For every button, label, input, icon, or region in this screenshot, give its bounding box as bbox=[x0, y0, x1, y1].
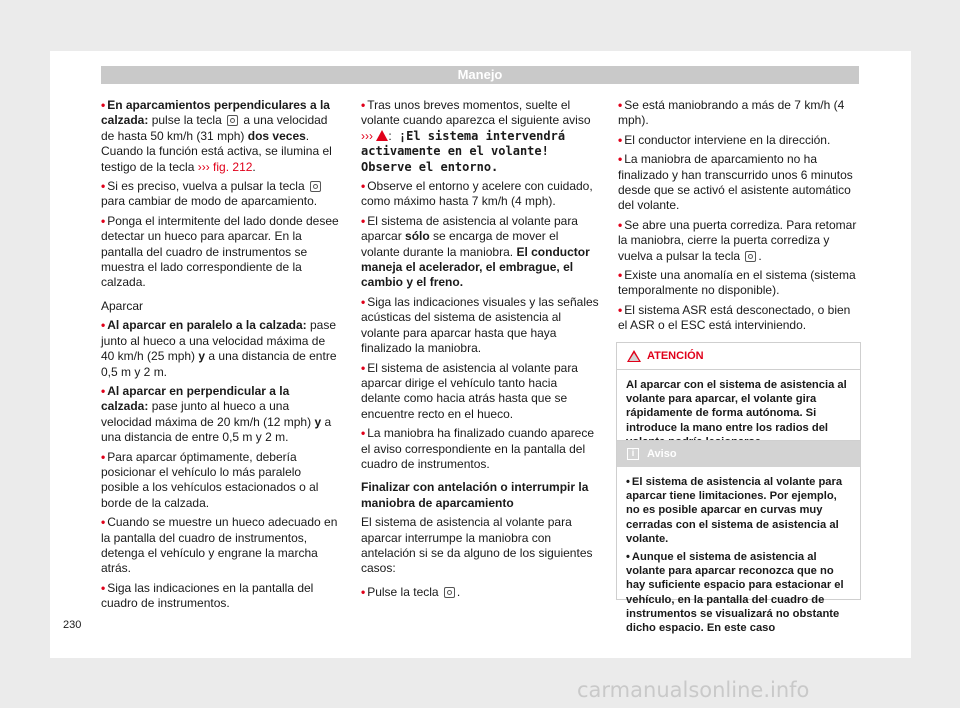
column-2 bbox=[361, 98, 599, 604]
notice-box bbox=[616, 440, 861, 635]
list-item: • Ponga el intermitente del lado donde desee detectar un hueco para aparcar. En la pantalla del cuadro de instrumentos se muestra el lado correspondiente de la calzada. bbox=[101, 213, 339, 290]
list-item: • Observe el entorno y acelere con cuidado, como máximo hasta 7 km/h (4 mph). bbox=[361, 179, 593, 209]
list-item: • Aunque el sistema de asistencia al volante para aparcar reconozca que no hay suficiente espacio para estacionar el vehículo, en la pantalla del cuadro de instrumentos se visualizará no obstante dicho espacio. En este caso bbox=[626, 551, 844, 635]
figure-link[interactable]: ››› fig. 212 bbox=[197, 159, 253, 174]
bullet-icon: • bbox=[101, 449, 106, 464]
display-message: ¡El sistema intervendrá activamente en el volante! Observe el entorno. bbox=[361, 128, 566, 174]
list-item: • Existe una anomalía en el sistema (sistema temporalmente no disponible). bbox=[618, 268, 856, 298]
bullet-icon: • bbox=[361, 213, 366, 228]
bullet-icon: • bbox=[618, 302, 623, 317]
notice-box-header: i Aviso bbox=[617, 441, 860, 467]
parking-assist-key-icon bbox=[310, 181, 321, 192]
reference-arrow: ››› bbox=[361, 128, 373, 143]
section-heading: Aparcar bbox=[101, 298, 144, 313]
list-item: • Siga las indicaciones visuales y las señales acústicas del sistema de asistencia al volante para aparcar hasta que haya finalizado la maniobra. bbox=[361, 294, 599, 356]
bullet-icon: • bbox=[618, 152, 623, 167]
warning-box-header: ATENCIÓN bbox=[617, 343, 860, 370]
bullet-icon: • bbox=[361, 584, 366, 599]
list-item: • El sistema de asistencia al volante para aparcar sólo se encarga de mover el volante durante la maniobra. El conductor maneja el acelerador, el embrague, el cambio y el freno. bbox=[361, 213, 590, 290]
list-item: • Se está maniobrando a más de 7 km/h (4 mph). bbox=[618, 98, 845, 128]
list-item: • El sistema de asistencia al volante para aparcar tiene limitaciones. Por ejemplo, no es posible aparcar en curvas muy cerradas con el sistema de asistencia al volante. bbox=[626, 476, 843, 545]
bullet-icon: • bbox=[101, 98, 106, 112]
list-item: • Tras unos breves momentos, suelte el volante cuando aparezca el siguiente aviso ››› : ¡El sistema intervendrá activamente en el volante! Observe el entorno. bbox=[361, 98, 591, 174]
bullet-icon: • bbox=[626, 476, 630, 488]
warning-triangle-icon bbox=[627, 350, 641, 362]
page-number: 230 bbox=[63, 619, 82, 631]
list-item: • El sistema de asistencia al volante para aparcar dirige el vehículo tanto hacia delante como hacia atrás hasta que se encuentre recto en el hueco. bbox=[361, 360, 578, 421]
bullet-icon: • bbox=[101, 213, 106, 228]
bullet-icon: • bbox=[618, 132, 623, 147]
parking-assist-key-icon bbox=[745, 251, 756, 262]
column-1 bbox=[101, 98, 339, 616]
list-item: • Se abre una puerta corrediza. Para retomar la maniobra, cierre la puerta corrediza y vuelva a pulsar la tecla . bbox=[618, 217, 857, 263]
parking-assist-key-icon bbox=[227, 115, 238, 126]
list-item: • Siga las indicaciones en la pantalla del cuadro de instrumentos. bbox=[101, 580, 314, 611]
bullet-icon: • bbox=[101, 515, 106, 530]
list-item: • Al aparcar en paralelo a la calzada: pase junto al hueco a una velocidad máxima de 40 km/h (25 mph) y a una distancia de entre 0,5 m y 2 m. bbox=[101, 318, 337, 379]
section-heading: Finalizar con antelación o interrumpir la maniobra de aparcamiento bbox=[361, 480, 589, 510]
paragraph: El sistema de asistencia al volante para aparcar interrumpe la maniobra con antelación si se da alguno de los siguientes casos: bbox=[361, 515, 593, 576]
list-item: • El conductor interviene en la dirección. bbox=[618, 132, 831, 147]
bullet-icon: • bbox=[101, 383, 106, 398]
list-item: • Al aparcar en perpendicular a la calzada: pase junto al hueco a una velocidad máxima de 20 km/h (12 mph) y a una distancia de entre 0,5 m y 2 m. bbox=[101, 383, 332, 445]
page-header: Manejo bbox=[101, 66, 859, 84]
notice-box-body bbox=[617, 467, 860, 645]
bullet-icon: • bbox=[618, 217, 623, 232]
list-item: • La maniobra ha finalizado cuando aparece el aviso correspondiente en la pantalla del cuadro de instrumentos. bbox=[361, 426, 595, 471]
info-icon: i bbox=[627, 448, 639, 460]
warning-box-body: Al aparcar con el sistema de asistencia al volante para aparcar, el volante gira rápidamente de forma autónoma. Si introduce la mano entre los radios del bbox=[626, 379, 847, 434]
watermark: carmanualsonline.info bbox=[577, 678, 810, 702]
list-item: • El sistema ASR está desconectado, o bien el ASR o el ESC está interviniendo. bbox=[618, 302, 851, 333]
bullet-icon: • bbox=[101, 179, 106, 194]
list-item: • Para aparcar óptimamente, debería posicionar el vehículo lo más paralelo posible a los vehículos estacionados o al borde de la calzada. bbox=[101, 449, 319, 510]
list-item: • Cuando se muestre un hueco adecuado en la pantalla del cuadro de instrumentos, detenga el vehículo y engrane la marcha atrás. bbox=[101, 515, 338, 576]
list-item: • En aparcamientos perpendiculares a la calzada: pulse la tecla a una velocidad de hasta 50 km/h (31 mph) dos veces. Cuando la función está activa, se ilumina el testigo de la tecla ››› fig. 212. bbox=[101, 98, 332, 174]
parking-assist-key-icon bbox=[444, 587, 455, 598]
bullet-icon: • bbox=[618, 98, 623, 112]
list-item: • La maniobra de aparcamiento no ha finalizado y han transcurrido unos 6 minutos desde que se activó el asistente automático del volante. bbox=[618, 152, 853, 213]
bullet-icon: • bbox=[361, 98, 366, 112]
bullet-icon: • bbox=[361, 360, 366, 375]
list-item: • Si es preciso, vuelva a pulsar la tecla para cambiar de modo de aparcamiento. bbox=[101, 179, 339, 210]
warning-triangle-icon bbox=[376, 130, 388, 141]
bullet-icon: • bbox=[361, 179, 366, 194]
bullet-icon: • bbox=[618, 268, 623, 283]
bullet-icon: • bbox=[361, 294, 366, 309]
column-3 bbox=[618, 98, 858, 338]
list-item: • Pulse la tecla . bbox=[361, 584, 461, 599]
bullet-icon: • bbox=[101, 318, 106, 333]
bullet-icon: • bbox=[101, 580, 106, 595]
bullet-icon: • bbox=[361, 426, 366, 441]
bullet-icon: • bbox=[626, 551, 630, 564]
